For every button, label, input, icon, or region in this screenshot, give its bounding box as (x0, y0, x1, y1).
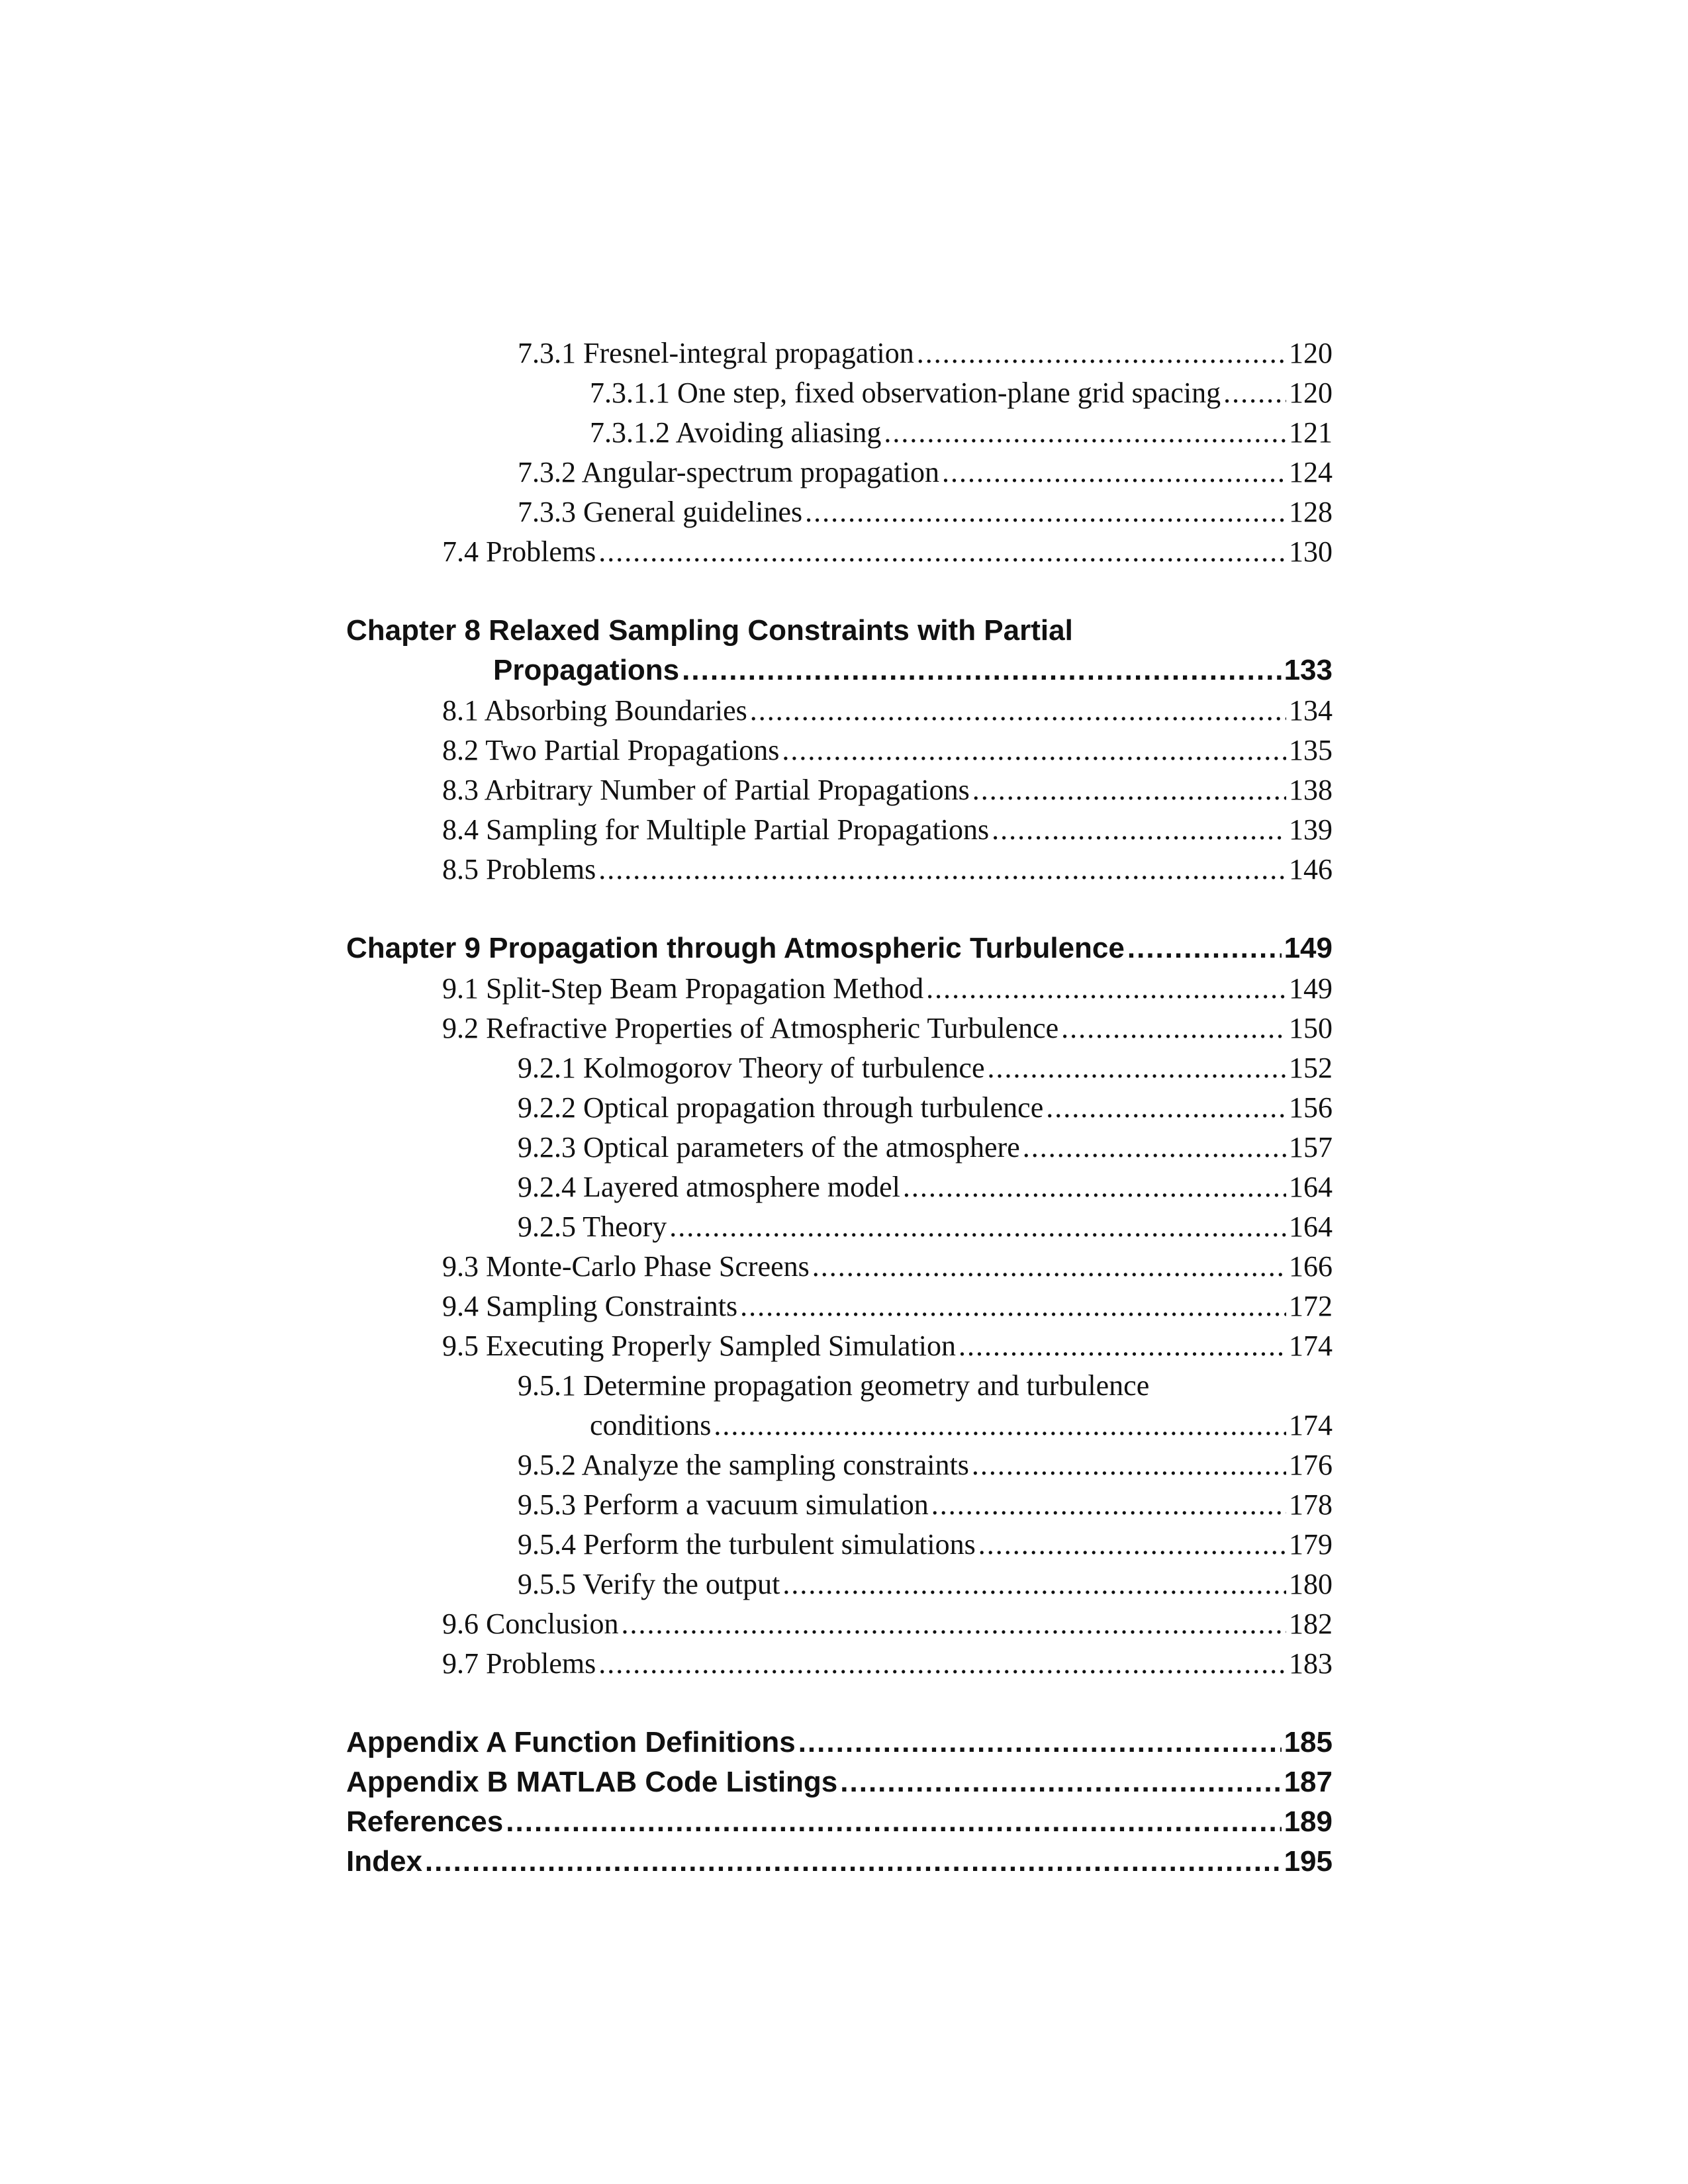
entry-title: 8.5 Problems (442, 853, 596, 886)
dot-leader (972, 1448, 1286, 1482)
dot-leader (782, 733, 1286, 767)
entry-page: 189 (1284, 1805, 1333, 1838)
dot-leader (798, 1726, 1282, 1759)
toc-entry-9-4 (442, 1289, 1333, 1328)
entry-title: 7.3.3 General guidelines (518, 496, 803, 528)
dot-leader (805, 495, 1286, 529)
dot-leader (840, 1766, 1281, 1799)
entry-title: 9.2 Refractive Properties of Atmospheric Turbulence (442, 1012, 1059, 1044)
dot-leader (1127, 932, 1282, 965)
entry-page: 182 (1289, 1608, 1333, 1640)
dot-leader (884, 416, 1286, 449)
dot-leader (782, 1567, 1286, 1601)
toc-entry-7-3-1-2 (590, 416, 1333, 454)
dot-leader (987, 1051, 1286, 1085)
entry-page: 166 (1289, 1250, 1333, 1283)
toc-entry-8-3 (442, 773, 1333, 811)
toc-entry-7-3-3 (518, 495, 1333, 533)
chapter-title: Chapter 8 Relaxed Sampling Constraints with Partial (346, 614, 1073, 647)
chapter-title: Chapter 9 Propagation through Atmospheric Turbulence (346, 932, 1125, 964)
toc-entry-9-2 (442, 1011, 1333, 1050)
dot-leader (1046, 1091, 1286, 1124)
entry-title: 9.1 Split-Step Beam Propagation Method (442, 972, 924, 1005)
entry-page: 135 (1289, 734, 1333, 766)
toc-entry-9-2-2 (518, 1091, 1333, 1129)
entry-page: 178 (1289, 1488, 1333, 1521)
toc-entry-9-2-3 (518, 1130, 1333, 1169)
entry-title: 8.3 Arbitrary Number of Partial Propagations (442, 774, 970, 806)
entry-title: 7.3.1 Fresnel-integral propagation (518, 337, 914, 369)
entry-title: 9.5.3 Perform a vacuum simulation (518, 1488, 929, 1521)
entry-title: 9.2.1 Kolmogorov Theory of turbulence (518, 1052, 985, 1084)
toc-entry-9-5-4 (518, 1527, 1333, 1566)
dot-leader (1061, 1011, 1286, 1045)
entry-page: 172 (1289, 1290, 1333, 1322)
entry-title: 9.2.4 Layered atmosphere model (518, 1171, 900, 1203)
dot-leader (812, 1250, 1286, 1283)
toc-entry-7-3-1-1 (590, 376, 1333, 414)
toc-entry-9-5-5 (518, 1567, 1333, 1606)
entry-page: 187 (1284, 1766, 1333, 1798)
entry-title: 9.7 Problems (442, 1647, 596, 1680)
entry-page: 164 (1289, 1171, 1333, 1203)
dot-leader (903, 1170, 1286, 1204)
dot-leader (621, 1607, 1286, 1641)
toc-appendix-a (346, 1726, 1333, 1764)
entry-title: Appendix B MATLAB Code Listings (346, 1766, 838, 1798)
entry-title: 7.3.2 Angular-spectrum propagation (518, 456, 939, 488)
entry-page: 164 (1289, 1210, 1333, 1243)
entry-title: 9.5.5 Verify the output (518, 1568, 780, 1600)
entry-page: 195 (1284, 1845, 1333, 1878)
entry-title: 8.1 Absorbing Boundaries (442, 694, 747, 727)
entry-title: Appendix A Function Definitions (346, 1726, 796, 1758)
entry-page: 185 (1284, 1726, 1333, 1758)
entry-title: Index (346, 1845, 422, 1878)
entry-title: 9.2.3 Optical parameters of the atmosphere (518, 1131, 1020, 1163)
dot-leader (926, 972, 1286, 1005)
entry-title: 9.2.5 Theory (518, 1210, 667, 1243)
toc-entry-9-7 (442, 1647, 1333, 1685)
toc-entry-9-3 (442, 1250, 1333, 1288)
toc-entry-9-5-1-cont (590, 1408, 1333, 1447)
toc-entry-9-1 (442, 972, 1333, 1010)
dot-leader (425, 1845, 1282, 1878)
entry-title: 9.3 Monte-Carlo Phase Screens (442, 1250, 810, 1283)
dot-leader (992, 813, 1286, 846)
entry-page: 149 (1289, 972, 1333, 1005)
entry-title: 9.5.4 Perform the turbulent simulations (518, 1528, 976, 1561)
toc-entry-9-5 (442, 1329, 1333, 1367)
toc-entry-9-5-1 (518, 1369, 1333, 1407)
toc-entry-8-1 (442, 694, 1333, 732)
entry-title: 9.2.2 Optical propagation through turbulence (518, 1091, 1044, 1124)
dot-leader (506, 1805, 1281, 1839)
entry-title: 9.5.2 Analyze the sampling constraints (518, 1449, 969, 1481)
dot-leader (1223, 376, 1286, 410)
toc-entry-7-3-2 (518, 455, 1333, 494)
entry-title: 8.4 Sampling for Multiple Partial Propagations (442, 813, 990, 846)
entry-page: 157 (1289, 1131, 1333, 1163)
toc-chapter-8-cont (493, 654, 1333, 692)
toc-entry-9-2-4 (518, 1170, 1333, 1208)
toc-entry-9-6 (442, 1607, 1333, 1645)
dot-leader (978, 1527, 1286, 1561)
entry-page: 149 (1284, 932, 1333, 964)
entry-page: 120 (1289, 377, 1333, 409)
toc-entry-8-4 (442, 813, 1333, 851)
dot-leader (740, 1289, 1286, 1323)
entry-page: 134 (1289, 694, 1333, 727)
entry-page: 150 (1289, 1012, 1333, 1044)
entry-page: 179 (1289, 1528, 1333, 1561)
dot-leader (1023, 1130, 1286, 1164)
entry-page: 146 (1289, 853, 1333, 886)
entry-page: 133 (1284, 654, 1333, 686)
dot-leader (714, 1408, 1286, 1442)
entry-page: 152 (1289, 1052, 1333, 1084)
dot-leader (598, 1647, 1286, 1680)
entry-page: 128 (1289, 496, 1333, 528)
entry-page: 174 (1289, 1330, 1333, 1362)
entry-title: 9.5.1 Determine propagation geometry and turbulence (518, 1369, 1150, 1402)
entry-page: 156 (1289, 1091, 1333, 1124)
dot-leader (750, 694, 1286, 727)
entry-title: 9.4 Sampling Constraints (442, 1290, 738, 1322)
entry-title: 7.4 Problems (442, 535, 596, 568)
entry-page: 124 (1289, 456, 1333, 488)
entry-title-cont: conditions (590, 1409, 712, 1441)
toc-references (346, 1805, 1333, 1844)
dot-leader (942, 455, 1286, 489)
entry-page: 138 (1289, 774, 1333, 806)
dot-leader (669, 1210, 1286, 1244)
toc-entry-7-3-1 (518, 336, 1333, 375)
dot-leader (931, 1488, 1286, 1522)
toc-index (346, 1845, 1333, 1884)
dot-leader (917, 336, 1286, 370)
dot-leader (972, 773, 1286, 807)
toc-entry-9-2-1 (518, 1051, 1333, 1089)
entry-title: References (346, 1805, 504, 1838)
dot-leader (959, 1329, 1286, 1363)
entry-page: 180 (1289, 1568, 1333, 1600)
entry-page: 130 (1289, 535, 1333, 568)
entry-title: 9.5 Executing Properly Sampled Simulation (442, 1330, 957, 1362)
entry-page: 183 (1289, 1647, 1333, 1680)
toc-entry-8-5 (442, 852, 1333, 891)
entry-title: 9.6 Conclusion (442, 1608, 619, 1640)
entry-page: 176 (1289, 1449, 1333, 1481)
entry-page: 120 (1289, 337, 1333, 369)
toc-appendix-b (346, 1766, 1333, 1804)
entry-title: 7.3.1.2 Avoiding aliasing (590, 416, 882, 449)
toc-entry-7-4 (442, 535, 1333, 573)
toc-entry-9-5-2 (518, 1448, 1333, 1486)
dot-leader (682, 654, 1281, 687)
entry-title: 7.3.1.1 One step, fixed observation-plane grid spacing (590, 377, 1221, 409)
entry-page: 174 (1289, 1409, 1333, 1441)
entry-page: 139 (1289, 813, 1333, 846)
toc-entry-9-5-3 (518, 1488, 1333, 1526)
entry-page: 121 (1289, 416, 1333, 449)
toc-entry-8-2 (442, 733, 1333, 772)
toc-chapter-8 (346, 614, 1333, 653)
entry-title: 8.2 Two Partial Propagations (442, 734, 780, 766)
chapter-title-cont: Propagations (493, 654, 680, 686)
dot-leader (598, 852, 1286, 886)
toc-chapter-9 (346, 932, 1333, 970)
toc-entry-9-2-5 (518, 1210, 1333, 1248)
dot-leader (598, 535, 1286, 569)
